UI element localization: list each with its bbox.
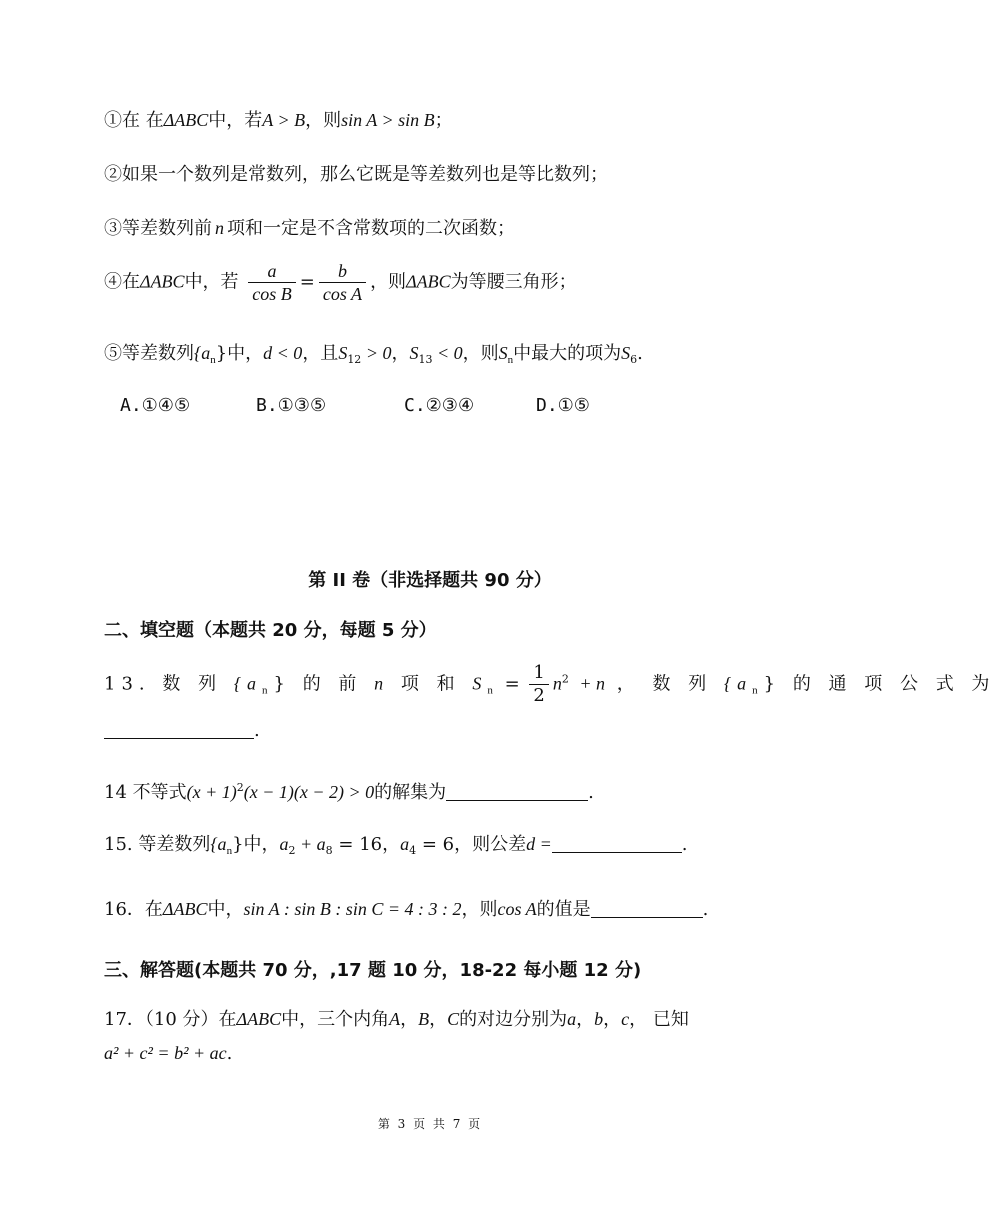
subscript: n bbox=[226, 845, 233, 857]
math-expression: a bbox=[400, 834, 410, 854]
sum-symbol: S bbox=[498, 343, 508, 363]
denominator: cos A bbox=[322, 284, 363, 304]
text: ， bbox=[603, 1009, 622, 1030]
text: ； bbox=[434, 110, 453, 131]
page-footer: 第 3 页 共 7 页 bbox=[377, 1117, 483, 1131]
choice-a: A.①④⑤ bbox=[120, 395, 191, 416]
variable: b bbox=[594, 1009, 604, 1029]
period: . bbox=[226, 1043, 233, 1064]
question-label: 13. 数 列 bbox=[104, 673, 223, 695]
answer-blank[interactable] bbox=[104, 722, 254, 739]
sum-symbol: S bbox=[409, 343, 419, 363]
superscript: 2 bbox=[236, 781, 244, 794]
math-expression: d = bbox=[526, 834, 552, 854]
text: ， bbox=[429, 1009, 448, 1030]
variable: c bbox=[621, 1009, 630, 1029]
numerator: a bbox=[248, 262, 296, 283]
text: 17．（10 分）在 bbox=[104, 1009, 237, 1030]
sum-symbol: S bbox=[338, 343, 348, 363]
text: 16．在 bbox=[104, 899, 163, 920]
section-2-title: 第 II 卷（非选择题共 90 分） bbox=[308, 570, 552, 591]
variable-n: n bbox=[552, 673, 562, 694]
subscript: 8 bbox=[325, 844, 333, 857]
text: ，则公差 bbox=[454, 834, 527, 855]
text: ， bbox=[391, 343, 410, 364]
text: 项和一定是不含常数项的二次函数； bbox=[227, 218, 515, 239]
sequence-symbol: {a bbox=[233, 673, 263, 694]
text: 中，三个内角 bbox=[281, 1009, 390, 1030]
text: 15. 等差数列 bbox=[104, 834, 211, 855]
subscript: n bbox=[507, 354, 514, 366]
triangle-symbol: ΔABC bbox=[163, 110, 209, 130]
brace: } bbox=[232, 834, 244, 855]
answer-blank[interactable] bbox=[552, 836, 682, 853]
relation: > 0 bbox=[361, 343, 392, 363]
statement-number: ⑤ bbox=[104, 343, 122, 364]
question-16 bbox=[104, 895, 708, 921]
sequence-symbol: {a bbox=[210, 834, 227, 854]
sum-symbol: S bbox=[621, 343, 631, 363]
brace: } bbox=[273, 673, 291, 695]
text: 中， bbox=[207, 899, 244, 920]
text: 中，若 bbox=[208, 110, 263, 131]
answer-blank[interactable] bbox=[591, 901, 703, 918]
statement-3 bbox=[104, 214, 515, 240]
triangle-symbol: ΔABC bbox=[406, 271, 451, 292]
math-expression: (x + 1) bbox=[186, 782, 237, 802]
triangle-symbol: ΔABC bbox=[140, 271, 185, 292]
math-expression: + a bbox=[295, 834, 326, 854]
sum-symbol: S bbox=[472, 673, 488, 694]
text: ， 已知 bbox=[629, 1009, 689, 1030]
statement-number: ④ bbox=[104, 271, 122, 293]
statement-4 bbox=[104, 262, 577, 303]
text: 的值是 bbox=[536, 899, 591, 920]
sequence-symbol: {a bbox=[194, 343, 211, 363]
fill-in-heading: 二、填空题（本题共 20 分，每题 5 分） bbox=[104, 620, 437, 641]
question-15 bbox=[104, 830, 687, 857]
question-13 bbox=[104, 664, 995, 705]
text: 中， bbox=[243, 834, 280, 855]
subscript: n bbox=[487, 684, 499, 697]
subscript: n bbox=[210, 354, 216, 366]
period: . bbox=[588, 782, 594, 803]
denominator: 2 bbox=[533, 685, 545, 706]
subscript: n bbox=[752, 684, 764, 697]
variable-n: n bbox=[215, 218, 224, 238]
numerator: 1 bbox=[529, 664, 548, 685]
text: . bbox=[637, 343, 643, 364]
text: ③等差数列前 bbox=[104, 218, 212, 239]
text: ， bbox=[576, 1009, 595, 1030]
text: 的对边分别为 bbox=[459, 1009, 568, 1030]
choice-d: D.①⑤ bbox=[536, 395, 590, 416]
variable: C bbox=[447, 1009, 460, 1029]
math-expression: (x − 1)(x − 2) > 0 bbox=[243, 782, 375, 802]
variable-n: n bbox=[374, 673, 390, 694]
variable: A bbox=[389, 1009, 401, 1029]
equals-sign: = bbox=[498, 673, 526, 695]
denominator: cos B bbox=[252, 284, 292, 304]
text: ，则 bbox=[305, 110, 342, 131]
text: 为等腰三角形； bbox=[450, 271, 577, 293]
math-expression: = 16， bbox=[332, 834, 401, 855]
text: 中，若 bbox=[184, 271, 239, 293]
statement-number: ① bbox=[104, 110, 122, 131]
answer-blank[interactable] bbox=[446, 784, 588, 801]
text: 中最大的项为 bbox=[513, 343, 622, 364]
math-expression: + n bbox=[574, 673, 606, 694]
period: . bbox=[702, 899, 709, 920]
text: 在 bbox=[122, 271, 140, 293]
subscript: n bbox=[262, 684, 274, 697]
text: ，则 bbox=[370, 271, 407, 293]
text: ， 数 列 bbox=[616, 673, 713, 695]
superscript: 2 bbox=[561, 672, 575, 686]
math-expression: d < 0 bbox=[263, 343, 303, 363]
variable: a bbox=[567, 1009, 577, 1029]
text: 14 不等式 bbox=[104, 782, 187, 803]
question-14 bbox=[104, 778, 594, 804]
subscript: 13 bbox=[418, 353, 433, 366]
text: ，且 bbox=[302, 343, 339, 364]
math-expression: a² + c² = b² + ac bbox=[104, 1043, 227, 1063]
text: ， bbox=[400, 1009, 419, 1030]
choice-c: C.②③④ bbox=[404, 395, 475, 416]
statement-1 bbox=[104, 106, 453, 132]
fraction-b-over-cosA bbox=[319, 262, 366, 303]
triangle-symbol: ΔABC bbox=[162, 899, 208, 919]
choice-b: B.①③⑤ bbox=[256, 395, 327, 416]
math-expression: cos A bbox=[497, 899, 537, 919]
math-expression: a bbox=[279, 834, 289, 854]
text: 的 通 项 公 式 为 bbox=[792, 673, 995, 695]
variable: B bbox=[418, 1009, 430, 1029]
brace: } bbox=[215, 343, 228, 364]
sequence-symbol: {a bbox=[723, 673, 753, 694]
subscript: 4 bbox=[409, 844, 417, 857]
text: 项 和 bbox=[400, 673, 461, 695]
text: 的 前 bbox=[302, 673, 363, 695]
fraction-one-half bbox=[529, 664, 548, 705]
text: ，则 bbox=[461, 899, 498, 920]
math-expression: = 6 bbox=[416, 834, 455, 855]
solve-heading: 三、解答题(本题共 70 分，,17 题 10 分，18-22 每小题 12 分) bbox=[104, 960, 642, 981]
period: . bbox=[681, 834, 688, 855]
text: 在 在 bbox=[122, 110, 164, 131]
text: 等差数列 bbox=[122, 343, 194, 364]
math-expression: sin A > sin B bbox=[341, 110, 435, 130]
question-13-answer-line bbox=[104, 720, 260, 741]
statement-2: ②如果一个数列是常数列，那么它既是等差数列也是等比数列； bbox=[104, 164, 608, 185]
subscript: 6 bbox=[630, 353, 638, 366]
equals-sign: = bbox=[299, 271, 315, 293]
question-17-given bbox=[104, 1043, 232, 1064]
triangle-symbol: ΔABC bbox=[236, 1009, 282, 1029]
relation: < 0 bbox=[432, 343, 463, 363]
text: 中， bbox=[227, 343, 264, 364]
period: . bbox=[254, 720, 260, 741]
math-expression: sin A : sin B : sin C = 4 : 3 : 2 bbox=[243, 899, 462, 919]
brace: } bbox=[763, 673, 782, 695]
fraction-a-over-cosB bbox=[248, 262, 296, 303]
numerator: b bbox=[319, 262, 366, 283]
subscript: 12 bbox=[347, 353, 362, 366]
question-17 bbox=[104, 1005, 689, 1031]
math-expression: A > B bbox=[262, 110, 306, 130]
subscript: 2 bbox=[288, 844, 296, 857]
text: ，则 bbox=[462, 343, 499, 364]
text: 的解集为 bbox=[374, 782, 447, 803]
statement-5 bbox=[104, 339, 643, 366]
